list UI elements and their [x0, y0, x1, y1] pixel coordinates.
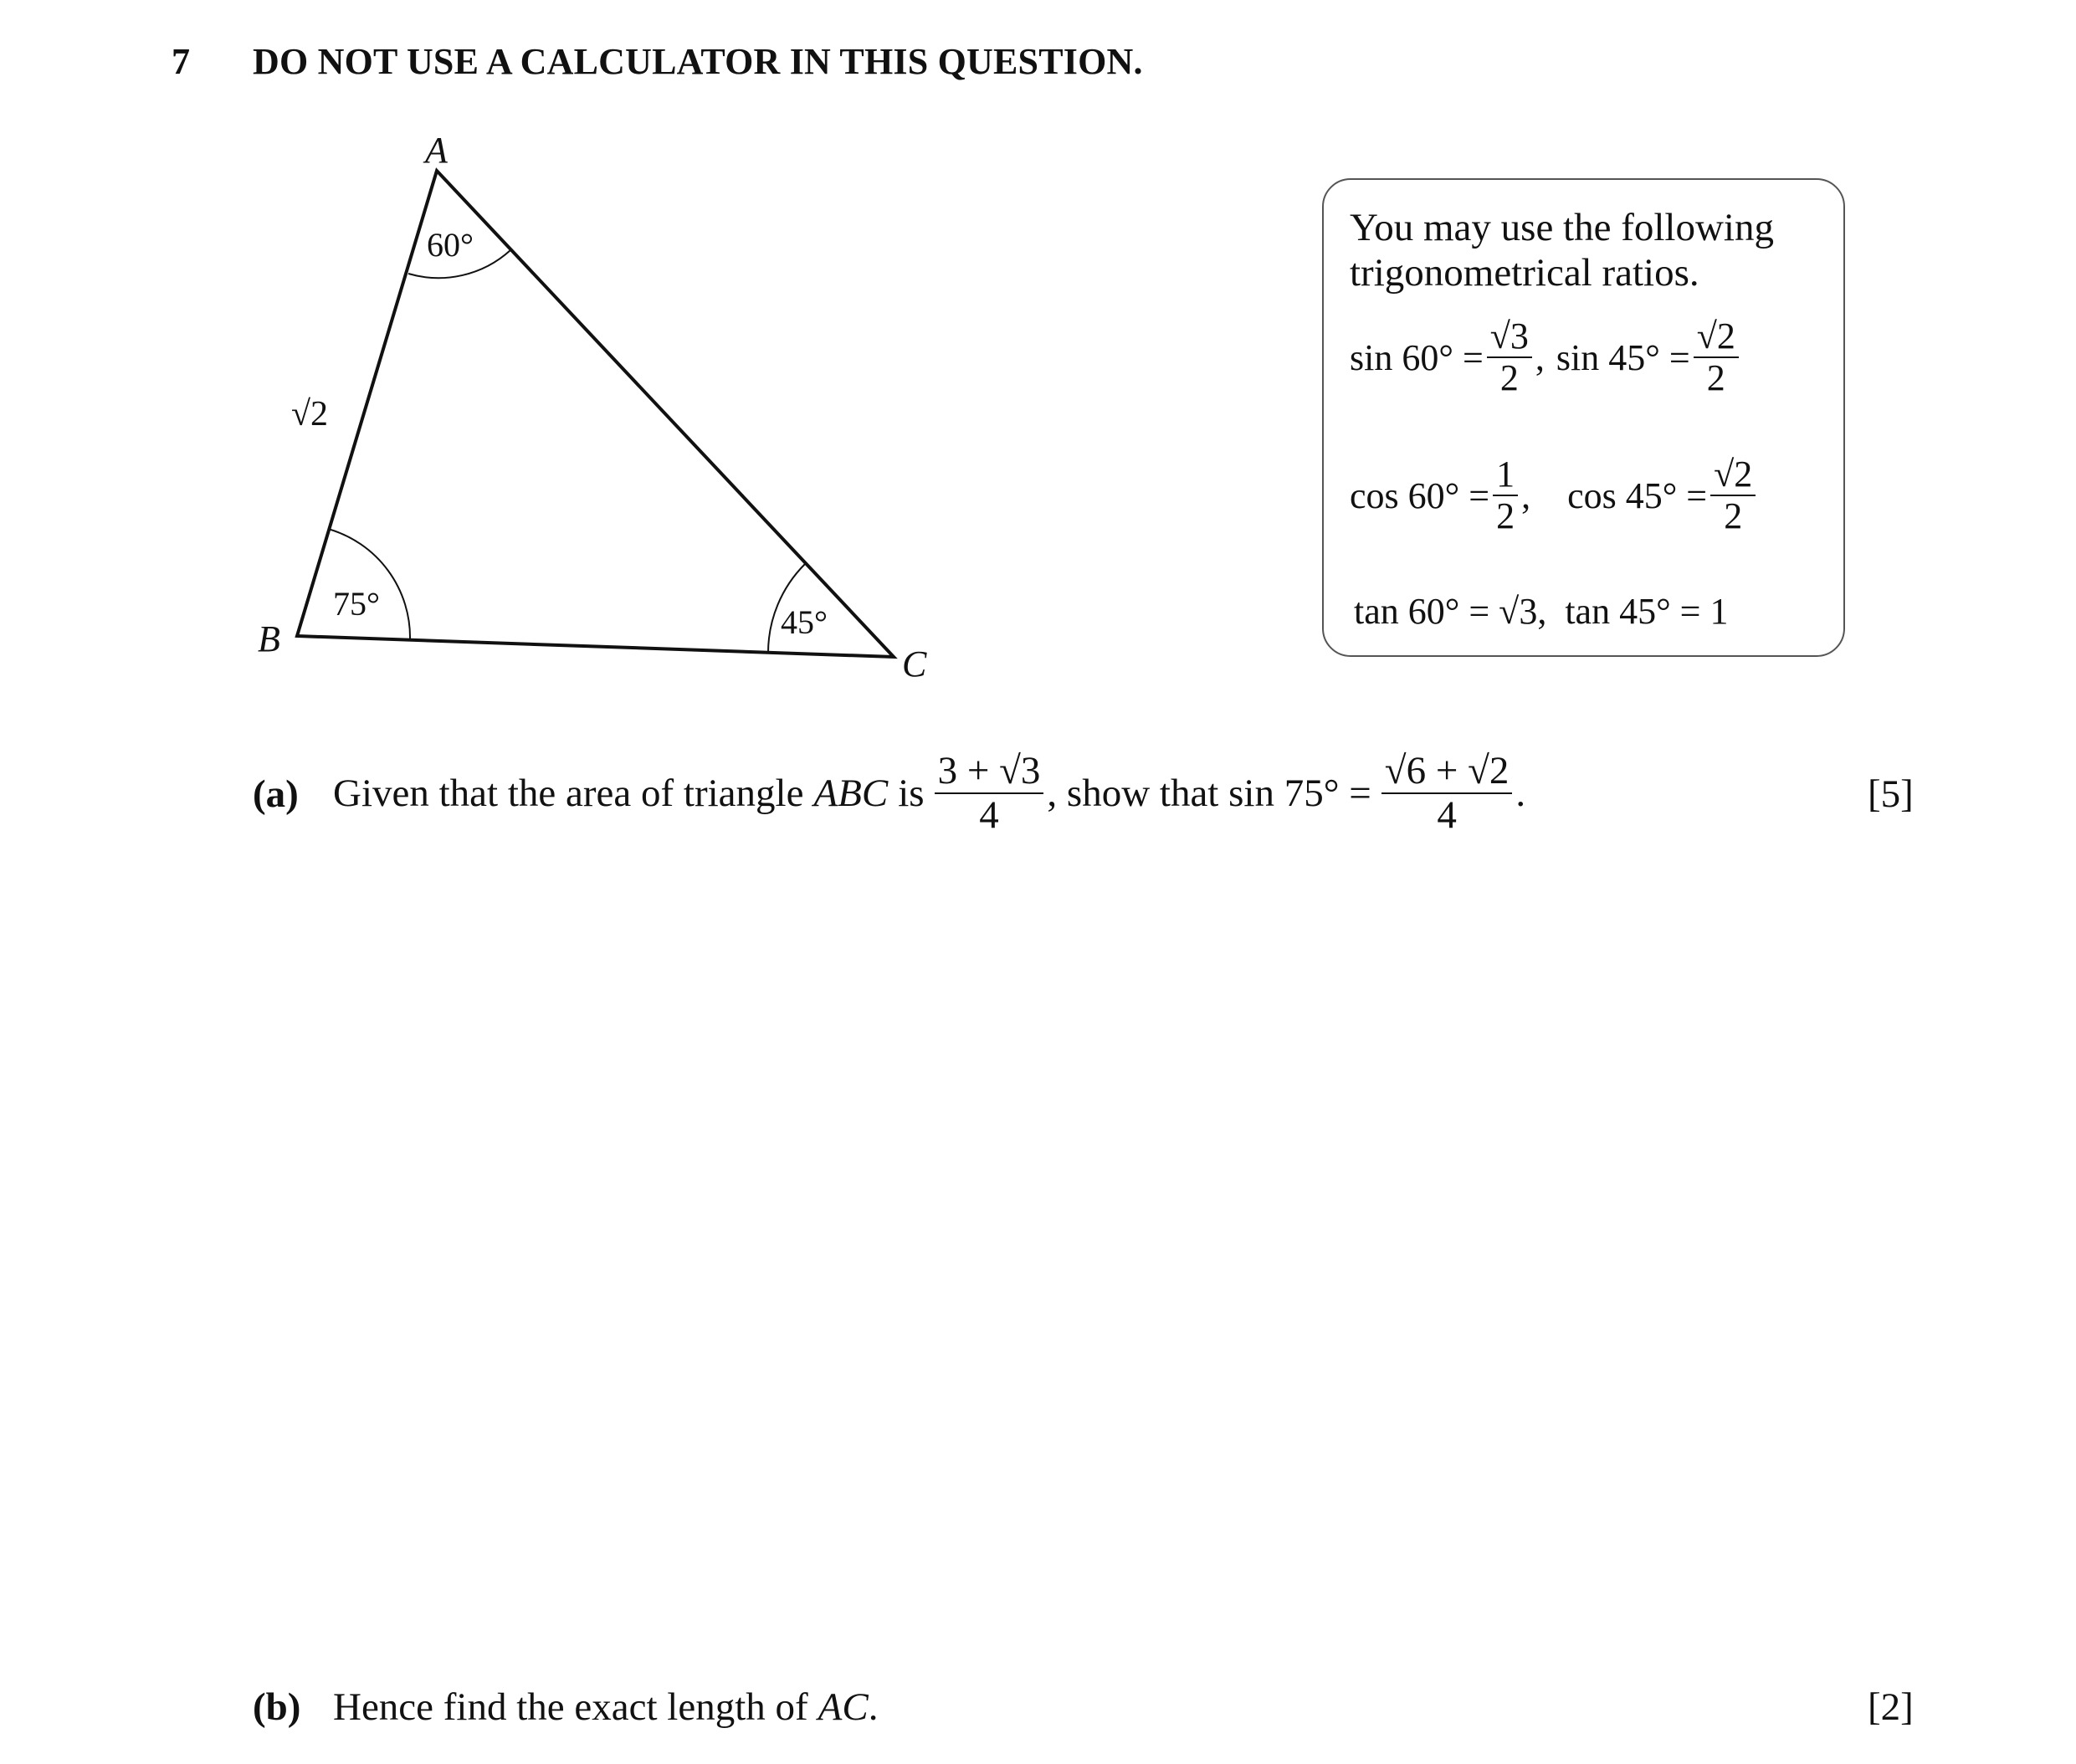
part-a-marks: [5]: [1868, 772, 1914, 816]
part-a-text3: , show that sin 75° =: [1047, 772, 1371, 815]
sin45-denominator: 2: [1706, 357, 1725, 398]
part-a-text1: Given that the area of triangle: [333, 772, 804, 815]
cos45-denominator: 2: [1724, 495, 1743, 536]
part-a-abc: ABC: [813, 772, 889, 815]
sin75-denominator: 4: [1437, 793, 1457, 837]
cos60-label: cos 60° =: [1350, 474, 1490, 516]
cos45-label: cos 45° =: [1567, 474, 1708, 516]
cos60-fraction: [1493, 456, 1518, 535]
triangle-abc: [297, 171, 894, 657]
sin-ratios-line: sin 60° = $\frac{√3}{2}$ , sin 45° = $\frac{√2}{2}$: [1350, 318, 1742, 397]
sin60-label: sin 60° =: [1350, 336, 1484, 378]
angle-label-b: 75°: [333, 585, 380, 623]
part-a-label: (a): [253, 772, 299, 816]
sin45-label: sin 45° =: [1556, 336, 1690, 378]
sin60-numerator: √3: [1487, 318, 1532, 358]
area-denominator: 4: [979, 793, 999, 837]
part-b-label: (b): [253, 1685, 301, 1729]
vertex-label-b: B: [258, 618, 280, 659]
sin75-numerator: √6 + √2: [1381, 751, 1513, 794]
cos-ratios-line: cos 60° = $\frac{1}{2}$ , cos 45° = $\frac{√2}{2}$: [1350, 456, 1759, 535]
sin45-numerator: √2: [1694, 318, 1739, 358]
part-b-ac: AC: [818, 1685, 869, 1729]
cos45-fraction: [1710, 456, 1756, 535]
vertex-label-a: A: [425, 130, 448, 171]
vertex-label-c: C: [902, 644, 927, 685]
angle-label-c: 45°: [781, 603, 828, 641]
question-number: 7: [172, 41, 190, 82]
question-instruction: DO NOT USE A CALCULATOR IN THIS QUESTION.: [253, 41, 1143, 82]
sin60-fraction: [1487, 315, 1532, 398]
sin45-fraction: [1694, 315, 1739, 398]
sin75-fraction: [1381, 751, 1513, 835]
area-fraction: [935, 751, 1044, 835]
part-b-text1: Hence find the exact length of: [333, 1685, 808, 1729]
cos45-numerator: √2: [1710, 456, 1756, 496]
tan-ratios-line: tan 60° = √3, tan 45° = 1: [1354, 591, 1729, 632]
area-numerator: 3 + √3: [935, 751, 1044, 794]
trig-ratios-intro: You may use the following trigonometrical ratios.: [1350, 206, 1774, 295]
sin60-denominator: 2: [1499, 357, 1519, 398]
cos60-denominator: 2: [1496, 495, 1515, 536]
part-b-text: [333, 1685, 878, 1730]
side-label-ab: √2: [291, 395, 329, 433]
part-b-marks: [2]: [1868, 1685, 1914, 1729]
part-a-text4: .: [1515, 772, 1526, 815]
angle-label-a: 60°: [427, 226, 474, 264]
cos60-numerator: 1: [1493, 456, 1518, 496]
part-a-text: [333, 751, 1525, 835]
part-b-text2: .: [868, 1685, 879, 1729]
part-a-text2: is: [898, 772, 925, 815]
